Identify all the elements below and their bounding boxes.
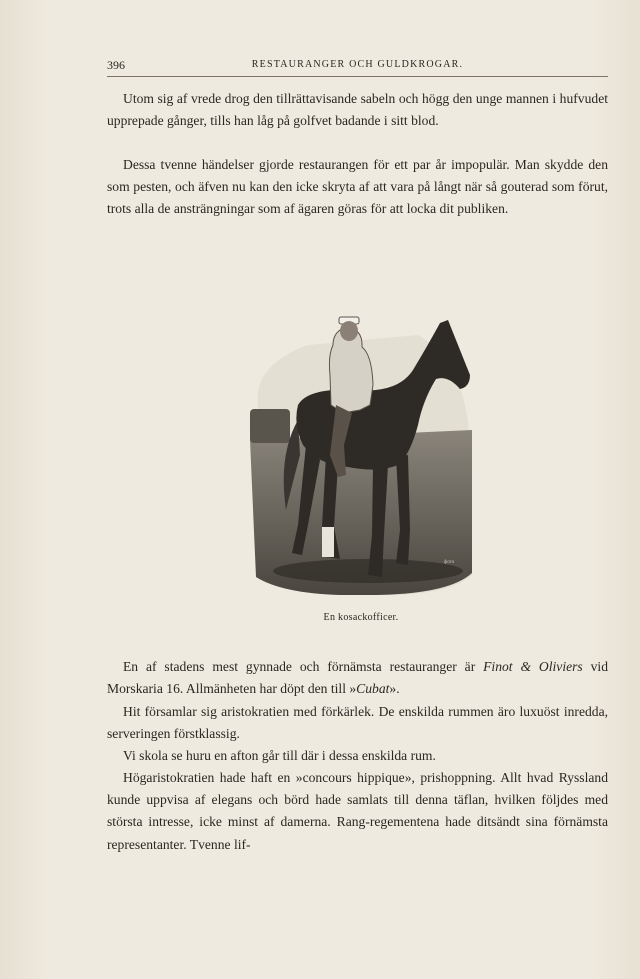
figure-caption: En kosackofficer. bbox=[323, 612, 399, 623]
rider-face bbox=[340, 321, 358, 341]
cossack-officer-photo bbox=[248, 305, 474, 595]
nickname: Cubat bbox=[356, 681, 390, 697]
paragraph-2: Dessa tvenne händelser gjorde restaurangen för ett par år impopulär. Man skydde den som pesten, och äfven nu kan den icke skryta af att vara på långt när så gouterad som förut, trots alla de ansträngningar som af ägaren göras för att locka dit publiken. bbox=[107, 157, 608, 217]
paragraph-4: Hit församlar sig aristokratien med förkärlek. De enskilda rummen äro luxuöst inredda, serveringen förstklassig. bbox=[107, 704, 608, 742]
photo-signature: фото bbox=[444, 560, 455, 565]
paragraph-6: Högaristokratien hade haft en »concours hippique», prishoppning. Allt hvad Ryssland kunde uppvisa af elegans och börd hade samlats till denna täflan, hvilken följdes med största intresse, icke minst af damerna. Rang-regementena hade ditsändt sina förnämsta representanter. Tvenne lif- bbox=[107, 770, 608, 852]
paragraph-5: Vi skola se huru en afton går till där i dessa enskilda rum. bbox=[123, 748, 436, 763]
distant-horses bbox=[250, 409, 290, 443]
page-header bbox=[107, 58, 608, 77]
page-number: 396 bbox=[107, 58, 125, 72]
paragraph-3: En af stadens mest gynnade och förnämsta restauranger är Finot & Oliviers vid Morskaria 16. Allmänheten har döpt den till »Cubat». bbox=[107, 659, 608, 697]
restaurant-name: Finot & Oliviers bbox=[483, 659, 583, 674]
horse-white-sock bbox=[322, 527, 334, 557]
horse-shadow bbox=[273, 559, 463, 583]
paragraph-1: Utom sig af vrede drog den tillrättavisande sabeln och högg den unge mannen i hufvudet upprepade gånger, tills han låg på golfvet badande i sitt blod. bbox=[107, 91, 608, 129]
running-head: RESTAURANGER OCH GULDKROGAR. bbox=[251, 59, 464, 70]
